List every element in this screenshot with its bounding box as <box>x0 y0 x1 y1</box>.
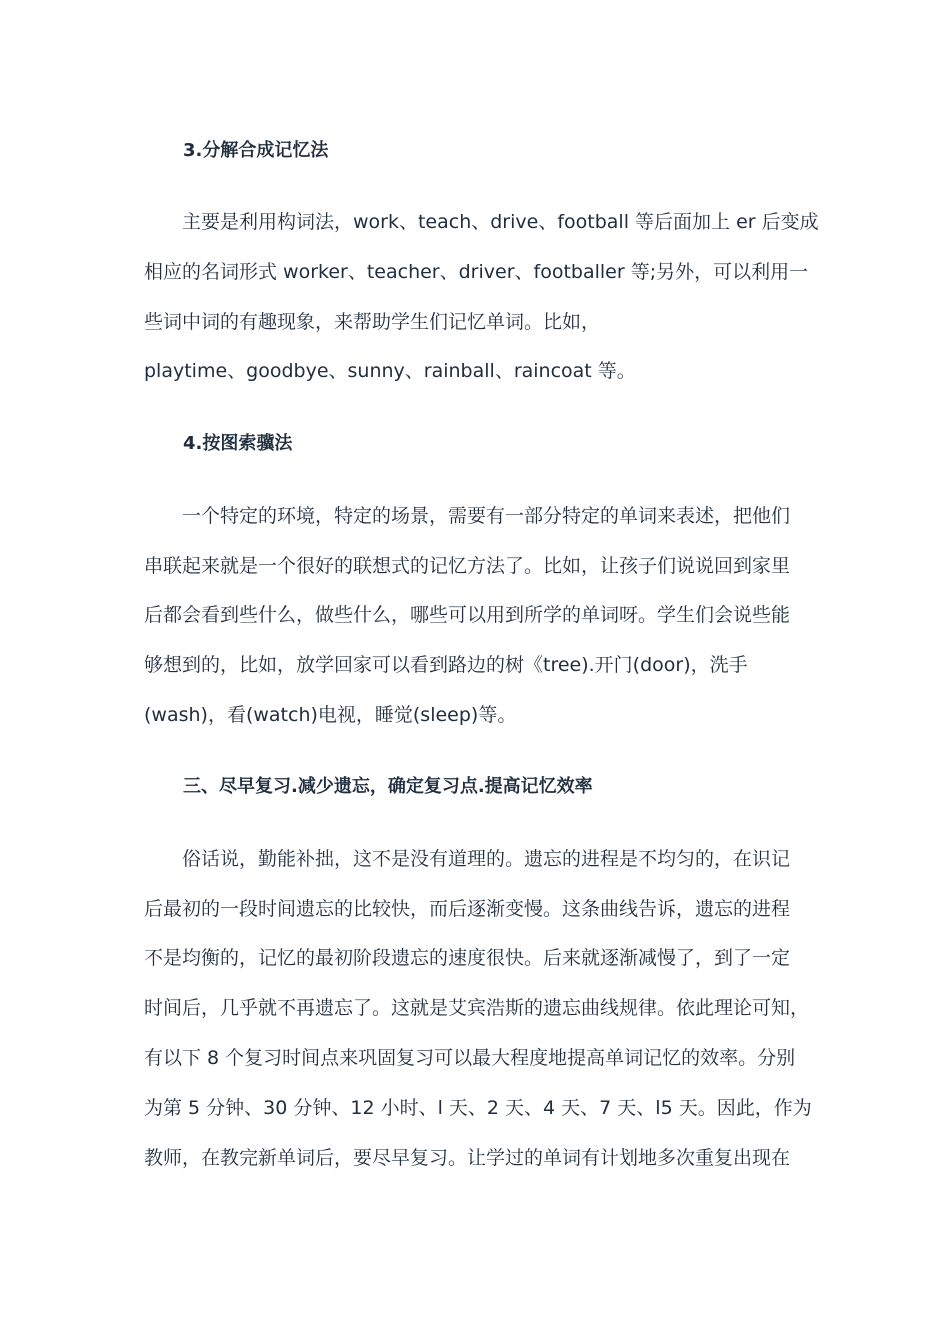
section-heading-decompose: 3.分解合成记忆法 <box>183 140 329 161</box>
paragraph-line: 主要是利用构词法，work、teach、drive、football 等后面加上 er 后变成 <box>182 211 819 233</box>
paragraph-line: 后都会看到些什么，做些什么，哪些可以用到所学的单词呀。学生们会说些能 <box>144 604 791 626</box>
paragraph-line: 一个特定的环境，特定的场景，需要有一部分特定的单词来表述，把他们 <box>182 505 791 527</box>
paragraph-line: 后最初的一段时间遗忘的比较快，而后逐渐变慢。这条曲线告诉，遗忘的进程 <box>144 898 791 920</box>
paragraph-line: 串联起来就是一个很好的联想式的记忆方法了。比如，让孩子们说说回到家里 <box>144 555 791 577</box>
paragraph-line: 够想到的，比如，放学回家可以看到路边的树《tree).开门(door)，洗手 <box>144 654 748 676</box>
paragraph-line: 不是均衡的，记忆的最初阶段遗忘的速度很快。后来就逐渐减慢了，到了一定 <box>144 947 791 969</box>
paragraph-line: playtime、goodbye、sunny、rainball、raincoat 等。 <box>144 360 636 382</box>
paragraph-line: 为第 5 分钟、30 分钟、12 小时、l 天、2 天、4 天、7 天、l5 天。因此，作为 <box>144 1097 812 1119</box>
paragraph-line: 时间后，几乎就不再遗忘了。这就是艾宾浩斯的遗忘曲线规律。依此理论可知， <box>144 997 810 1019</box>
paragraph-line: 教师，在教完新单词后，要尽早复习。让学过的单词有计划地多次重复出现在 <box>144 1147 791 1169</box>
paragraph-line: 些词中词的有趣现象，来帮助学生们记忆单词。比如， <box>144 311 601 333</box>
section-heading-picture: 4.按图索骥法 <box>183 433 293 454</box>
paragraph-line: (wash)，看(watch)电视，睡觉(sleep)等。 <box>144 704 517 726</box>
section-heading-review: 三、尽早复习.减少遗忘，确定复习点.提高记忆效率 <box>183 776 593 797</box>
paragraph-line: 相应的名词形式 worker、teacher、driver、footballer 等;另外，可以利用一 <box>144 261 809 283</box>
paragraph-line: 有以下 8 个复习时间点来巩固复习可以最大程度地提高单词记忆的效率。分别 <box>144 1047 796 1069</box>
paragraph-line: 俗话说，勤能补拙，这不是没有道理的。遗忘的进程是不均匀的，在识记 <box>182 848 791 870</box>
